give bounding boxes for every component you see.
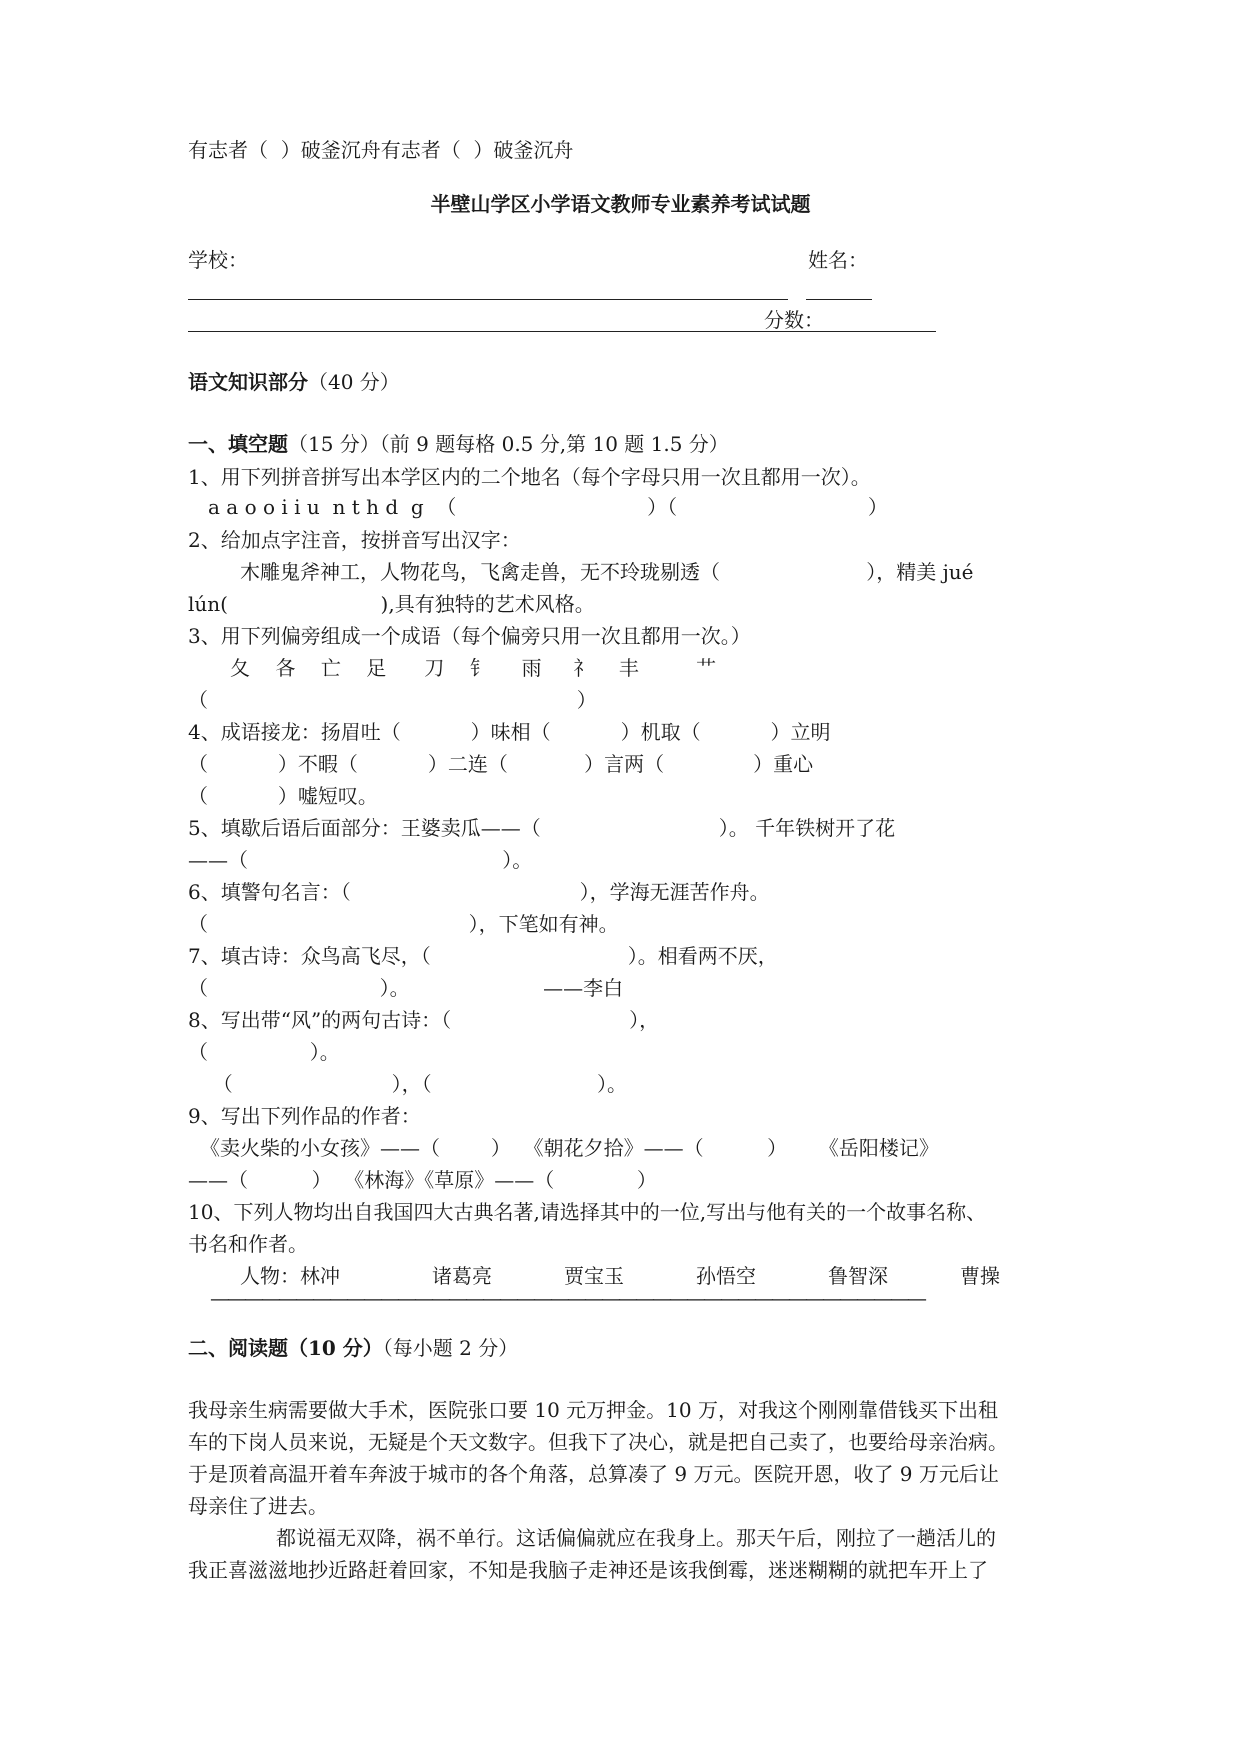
- section1-note: （15 分）（前 9 题每格 0.5 分,第 10 题 1.5 分）: [288, 432, 729, 456]
- school-label: 学校：: [188, 248, 248, 272]
- top-note: 有志者（ ）破釜沉舟有志者（ ）破釜沉舟: [188, 138, 574, 162]
- q5-line1: 5、填歇后语后面部分：王婆卖瓜——（ ）。 千年铁树开了花: [188, 816, 896, 840]
- q6-line1: 6、填警句名言：（ ），学海无涯苦作舟。: [188, 880, 770, 904]
- school-underline: [188, 299, 788, 300]
- q4-line3: （ ）嘘短叹。: [188, 784, 378, 808]
- person-name: 贾宝玉: [564, 1264, 624, 1288]
- q10-line2: 书名和作者。: [188, 1232, 308, 1256]
- section2-title: 二、阅读题（10 分）: [188, 1336, 383, 1360]
- name-underline: [806, 299, 872, 300]
- q8-line2: （ ）。: [188, 1040, 340, 1064]
- q10-people-label: 人物：: [240, 1264, 300, 1288]
- passage-p1-line3: 于是顶着高温开着车奔波于城市的各个角落，总算凑了 9 万元。医院开恩，收了 9 万元后让: [188, 1462, 999, 1486]
- q1-prompt: 1、用下列拼音拼写出本学区内的二个地名（每个字母只用一次且都用一次）。: [188, 465, 871, 489]
- q1-letters: a a o o i i u n t h d g （ ）（ ）: [208, 495, 888, 519]
- page-title: 半壁山学区小学语文教师专业素养考试试题: [430, 192, 811, 216]
- score-label: 分数：: [764, 308, 824, 332]
- q2-line2: lún( ),具有独特的艺术风格。: [188, 592, 595, 616]
- q10-line1: 10、下列人物均出自我国四大古典名著,请选择其中的一位,写出与他有关的一个故事名称、: [188, 1200, 987, 1224]
- name-label: 姓名：: [808, 248, 868, 272]
- q2-prompt: 2、给加点字注音，按拼音写出汉字：: [188, 528, 521, 552]
- q9-prompt: 9、写出下列作品的作者：: [188, 1104, 421, 1128]
- section1-title: 一、填空题: [188, 432, 288, 456]
- q3-prompt: 3、用下列偏旁组成一个成语（每个偏旁只用一次且都用一次。）: [188, 624, 751, 648]
- q7-line2: （ ）。 ——李白: [188, 976, 624, 1000]
- q3-blank: （ ）: [188, 688, 597, 712]
- q8-line3: （ ），（ ）。: [200, 1072, 627, 1096]
- passage-p1-line4: 母亲住了进去。: [188, 1494, 328, 1518]
- q10-dash-line: ——————————————————————————————————————————: [210, 1286, 924, 1310]
- q7-line1: 7、填古诗：众鸟高飞尽，（ ）。相看两不厌，: [188, 944, 778, 968]
- q3-radicals: 夂 各 亡 足 刀 钅 雨 礻 丰 艹: [230, 656, 717, 680]
- person-name: 鲁智深: [828, 1264, 888, 1288]
- q4-line1: 4、成语接龙：扬眉吐（ ）味相（ ）机取（ ）立明: [188, 720, 831, 744]
- q6-line2: （ ），下笔如有神。: [188, 912, 619, 936]
- knowledge-section-title: 语文知识部分: [188, 370, 308, 394]
- q9-line2: ——（ ） 《林海》《草原》——（ ）: [188, 1168, 657, 1192]
- passage-p1-line1: 我母亲生病需要做大手术，医院张口要 10 元万押金。10 万，对我这个刚刚靠借钱买下出租: [188, 1398, 998, 1422]
- q5-line2: ——（ ）。: [188, 848, 533, 872]
- q4-line2: （ ）不暇（ ）二连（ ）言两（ ）重心: [188, 752, 814, 776]
- knowledge-section-heading: [188, 368, 1058, 396]
- passage-p2-line2: 我正喜滋滋地抄近路赶着回家，不知是我脑子走神还是该我倒霉，迷迷糊糊的就把车开上了: [188, 1558, 988, 1582]
- q2-line1: 木雕鬼斧神工，人物花鸟，飞禽走兽，无不玲珑剔透（ ），精美 jué: [240, 560, 974, 584]
- passage-p1-line2: 车的下岗人员来说，无疑是个天文数字。但我下了决心，就是把自己卖了，也要给母亲治病。: [188, 1430, 1008, 1454]
- person-name: 林冲: [300, 1264, 340, 1288]
- passage-p2-line1: 都说福无双降，祸不单行。这话偏偏就应在我身上。那天午后，刚拉了一趟活儿的: [276, 1526, 996, 1550]
- q8-line1: 8、写出带“风”的两句古诗：（ ），: [188, 1008, 660, 1032]
- q9-line1: 《卖火柴的小女孩》——（ ） 《朝花夕拾》——（ ） 《岳阳楼记》: [200, 1136, 939, 1160]
- knowledge-section-score: （40 分）: [308, 370, 400, 394]
- section1-heading: [188, 430, 1058, 458]
- score-underline: [188, 331, 936, 332]
- section2-note: （每小题 2 分）: [382, 1336, 519, 1360]
- person-name: 诸葛亮: [432, 1264, 492, 1288]
- person-name: 孙悟空: [696, 1264, 756, 1288]
- section2-heading: [188, 1334, 1058, 1362]
- person-name: 曹操: [960, 1264, 1000, 1288]
